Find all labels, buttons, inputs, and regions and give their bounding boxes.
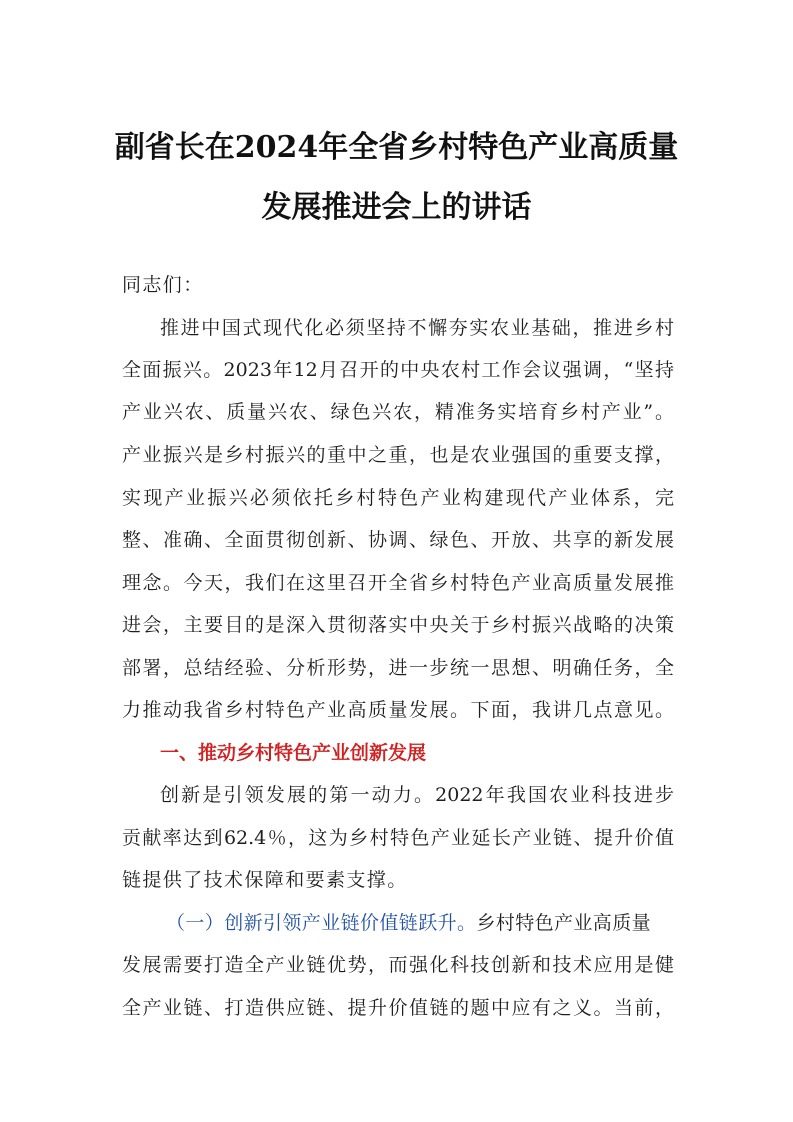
paragraph-1-line: 产业兴农、质量兴农、绿色兴农，精准务实培育乡村产业”。	[122, 401, 674, 423]
section-heading: 一、推动乡村特色产业创新发展	[160, 742, 427, 764]
document-title-line-1: 副省长在2024年全省乡村特色产业高质量	[114, 130, 679, 165]
subsection-heading: （一）创新引领产业链价值链跃升。	[166, 912, 477, 934]
document-title-line-2: 发展推进会上的讲话	[261, 190, 532, 225]
paragraph-1-line: 推进中国式现代化必须坚持不懈夯实农业基础，推进乡村	[160, 317, 674, 339]
paragraph-3-first-line	[166, 910, 674, 936]
paragraph-1-line: 实现产业振兴必须依托乡村特色产业构建现代产业体系，完	[122, 487, 674, 509]
paragraph-1-line: 力推动我省乡村特色产业高质量发展。下面，我讲几点意见。	[122, 699, 674, 721]
paragraph-2-line: 创新是引领发展的第一动力。2022年我国农业科技进步	[160, 784, 674, 806]
paragraph-1-line: 产业振兴是乡村振兴的重中之重，也是农业强国的重要支撑，	[122, 444, 674, 466]
paragraph-1-line: 部署，总结经验、分析形势，进一步统一思想、明确任务，全	[122, 657, 674, 679]
paragraph-1-line: 理念。今天，我们在这里召开全省乡村特色产业高质量发展推	[122, 572, 674, 594]
paragraph-3-lead-text: 乡村特色产业高质量	[476, 912, 652, 934]
paragraph-3-line: 发展需要打造全产业链优势，而强化科技创新和技术应用是健	[122, 954, 674, 976]
paragraph-2-line: 贡献率达到62.4％，这为乡村特色产业延长产业链、提升价值	[122, 827, 674, 849]
salutation: 同志们：	[122, 274, 204, 296]
paragraph-1-line: 整、准确、全面贯彻创新、协调、绿色、开放、共享的新发展	[122, 529, 674, 551]
paragraph-3-line: 全产业链、打造供应链、提升价值链的题中应有之义。当前，	[122, 997, 674, 1019]
paragraph-2-line: 链提供了技术保障和要素支撑。	[122, 869, 408, 891]
paragraph-1-line: 进会，主要目的是深入贯彻落实中央关于乡村振兴战略的决策	[122, 614, 674, 636]
paragraph-1-line: 全面振兴。2023年12月召开的中央农村工作会议强调，“坚持	[122, 359, 674, 381]
